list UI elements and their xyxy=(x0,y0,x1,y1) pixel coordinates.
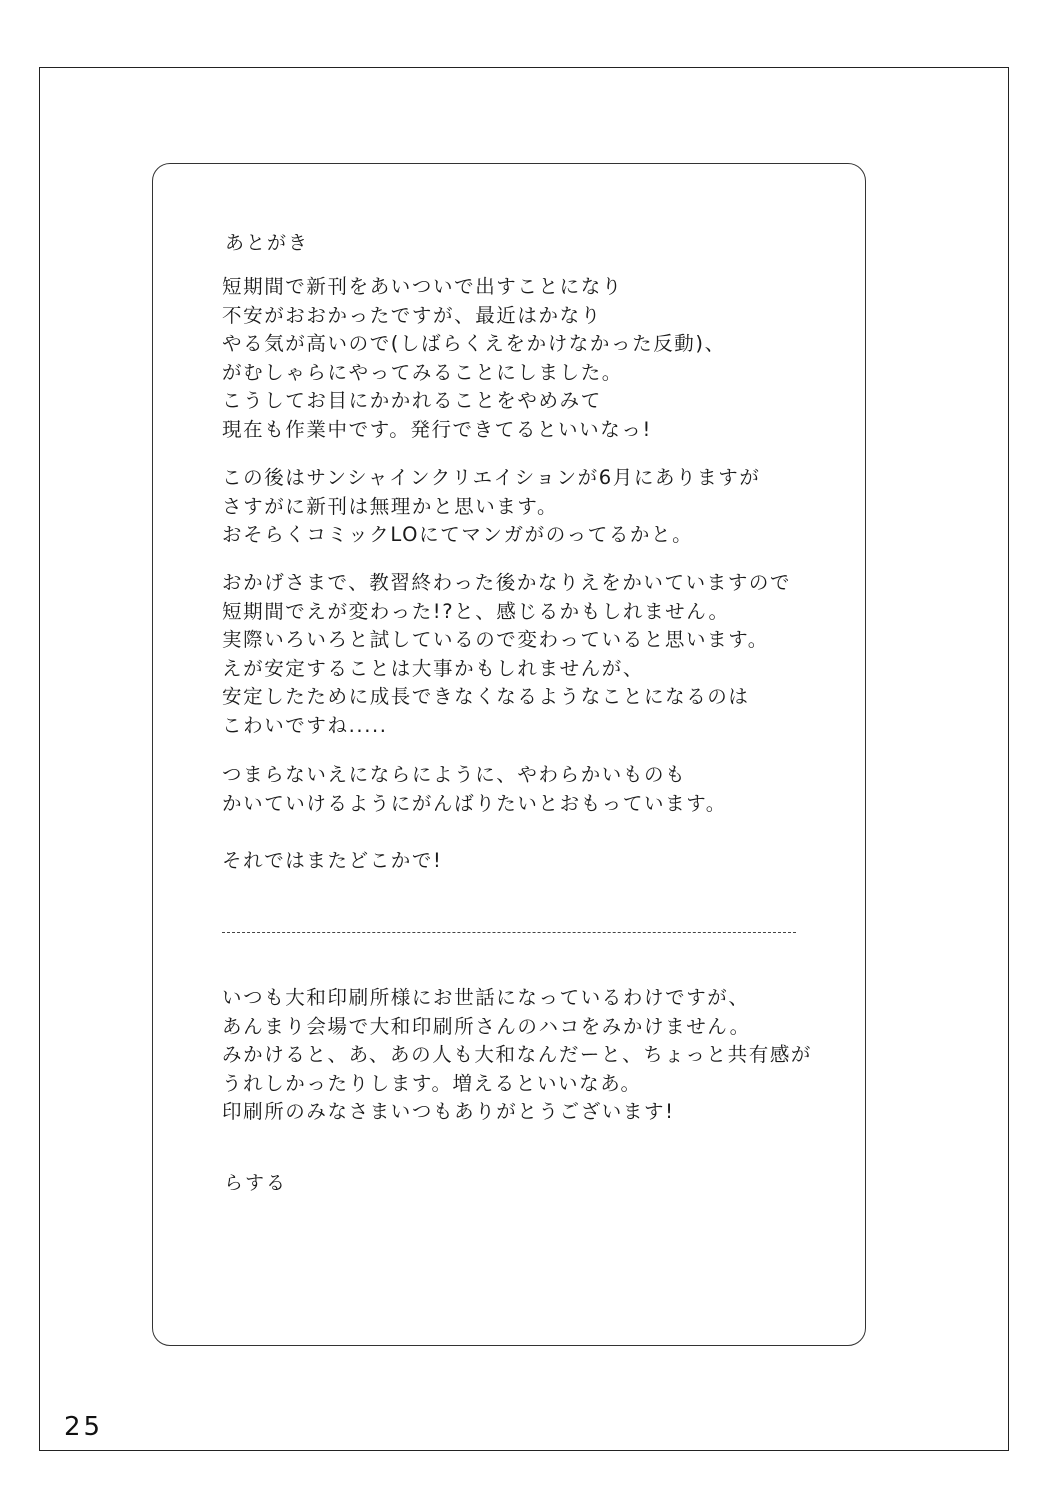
paragraph-art-change xyxy=(222,569,791,740)
paragraph-printer-thanks xyxy=(222,984,812,1127)
dashed-divider xyxy=(222,932,796,933)
text-line: うれしかったりします。増えるといいなあ。 xyxy=(222,1071,642,1095)
paragraph-soft-art xyxy=(222,761,727,818)
author-signature: らする xyxy=(224,1172,288,1194)
paragraph-new-release xyxy=(222,273,726,444)
text-line: みかけると、あ、あの人も大和なんだーと、ちょっと共有感が xyxy=(222,1043,813,1066)
text-line: 短期間で新刊をあいついで出すことになり xyxy=(222,275,623,298)
text-line: がむしゃらにやってみることにしました。 xyxy=(222,360,623,384)
afterword-heading: あとがき xyxy=(225,232,310,254)
text-line: いつも大和印刷所様にお世話になっているわけですが、 xyxy=(222,986,750,1009)
text-line: さすがに新刊は無理かと思います。 xyxy=(222,494,559,518)
text-line: つまらないえにならにように、やわらかいものも xyxy=(222,763,687,786)
text-line: あんまり会場で大和印刷所さんのハコをみかけません。 xyxy=(222,1014,751,1038)
text-line: おかげさまで、教習終わった後かなりえをかいていますので xyxy=(222,571,792,594)
text-line: えが安定することは大事かもしれませんが、 xyxy=(222,656,645,680)
text-line: 実際いろいろと試しているので変わっていると思います。 xyxy=(222,628,769,651)
text-line: 不安がおおかったですが、最近はかなり xyxy=(222,303,602,327)
text-line: 現在も作業中です。発行できてるといいなっ! xyxy=(222,417,652,441)
text-line: それではまたどこかで! xyxy=(222,849,443,872)
text-line: 印刷所のみなさまいつもありがとうございます! xyxy=(222,1100,675,1123)
text-line: 短期間でえが変わった!?と、感じるかもしれません。 xyxy=(222,599,730,623)
text-line: この後はサンシャインクリエイションが6月にありますが xyxy=(222,466,761,489)
paragraph-farewell xyxy=(222,847,442,876)
text-line: かいていけるようにがんばりたいとおもっています。 xyxy=(222,791,727,815)
paragraph-sunshine-creation xyxy=(222,464,760,550)
text-line: 安定したために成長できなくなるようなことになるのは xyxy=(222,685,750,708)
page-number: 25 xyxy=(64,1412,104,1442)
text-line: やる気が高いので(しばらくえをかけなかった反動)、 xyxy=(222,332,726,355)
text-line: こわいですね..... xyxy=(222,713,388,737)
text-line: こうしてお目にかかれることをやめみて xyxy=(222,389,602,412)
text-line: おそらくコミックLOにてマンガがのってるかと。 xyxy=(222,523,694,546)
